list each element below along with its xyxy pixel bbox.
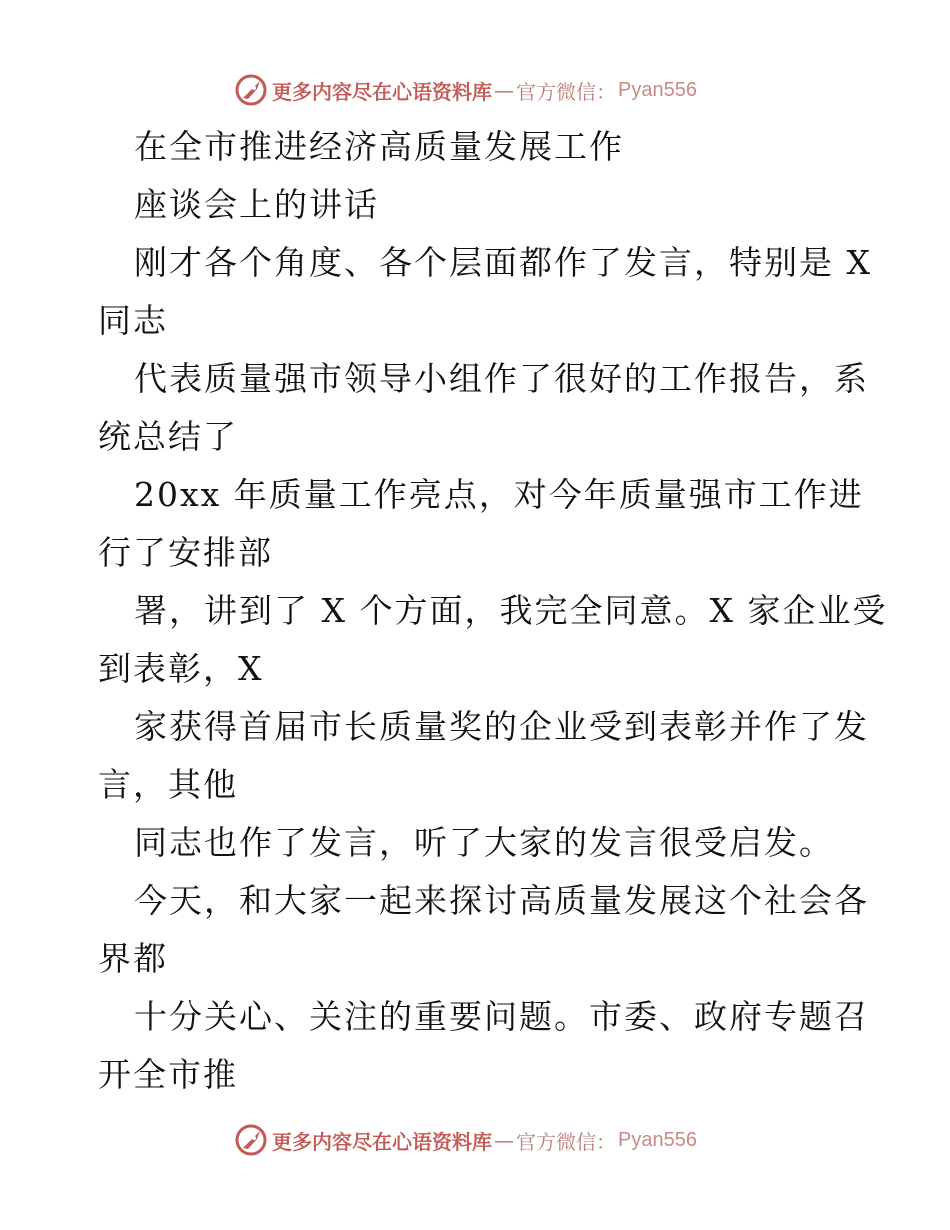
banner-dash: — [494, 1128, 514, 1152]
text-line: 开全市推 [98, 1055, 238, 1094]
pen-nib-logo-icon [234, 1123, 268, 1157]
text-line: 在全市推进经济高质量发展工作 [134, 127, 624, 166]
text-line: 家获得首届市长质量奖的企业受到表彰并作了发 [134, 707, 869, 746]
document-body [98, 118, 888, 1104]
header-banner [234, 72, 697, 108]
banner-wechat-id: Pyan556 [618, 1128, 697, 1151]
text-line: 代表质量强市领导小组作了很好的工作报告，系 [134, 359, 869, 398]
banner-wechat-label: 官方微信： [516, 79, 616, 104]
banner-title: 更多内容尽在心语资料库 [272, 79, 492, 104]
text-line: 署，讲到了 X 个方面，我完全同意。X 家企业受 [134, 591, 888, 630]
text-line: 十分关心、关注的重要问题。市委、政府专题召 [134, 997, 869, 1036]
text-line: 言，其他 [98, 765, 238, 804]
banner-wechat-label: 官方微信： [516, 1129, 616, 1154]
text-line: 20xx 年质量工作亮点，对今年质量强市工作进 [134, 475, 864, 514]
text-line: 今天，和大家一起来探讨高质量发展这个社会各 [134, 881, 869, 920]
text-line: 座谈会上的讲话 [134, 185, 379, 224]
pen-nib-logo-icon [234, 73, 268, 107]
text-line: 刚才各个角度、各个层面都作了发言，特别是 X [134, 243, 872, 282]
banner-wechat-id: Pyan556 [618, 78, 697, 101]
footer-banner [234, 1122, 697, 1158]
banner-title: 更多内容尽在心语资料库 [272, 1129, 492, 1154]
text-line: 统总结了 [98, 417, 238, 456]
text-line: 行了安排部 [98, 533, 273, 572]
banner-dash: — [494, 78, 514, 102]
text-line: 到表彰，X [98, 649, 264, 688]
text-line: 界都 [98, 939, 168, 978]
text-line: 同志 [98, 301, 168, 340]
text-line: 同志也作了发言，听了大家的发言很受启发。 [134, 823, 834, 862]
